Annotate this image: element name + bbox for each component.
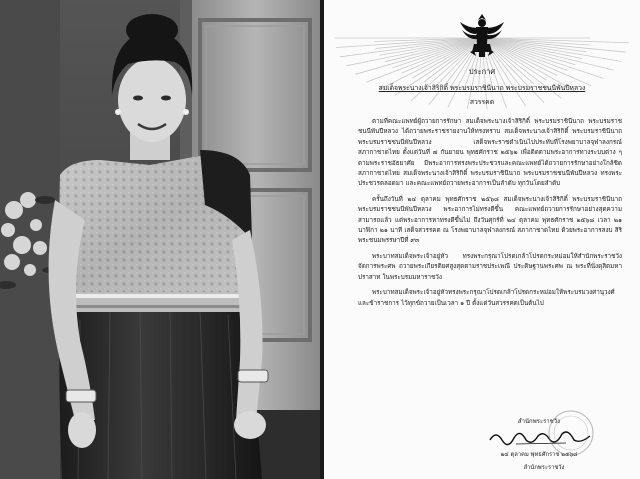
announcement-document — [324, 0, 640, 479]
paragraph-2: ครั้นถึงวันที่ ๒๔ ตุลาคม พุทธศักราช ๒๕๖๘ สมเด็จพระนางเจ้าสิริกิติ์ พระบรมราชินีนาถ พระบรมราชชนนีพันปีหลวง พระอาการไม่ทรงดีขึ้น คณะแพทย์ถวายการรักษาอย่างสุดความสามารถแล้ว แต่พระอาการหาทรงดีขึ้นไม่ ถึงวันศุกร์ที่ ๒๔ ตุลาคม พุทธศักราช ๒๕๖๘ เวลา ๒๑ นาฬิกา ๒๑ นาที เสด็จสวรรคต ณ โรงพยาบาลจุฬาลงกรณ์ สภากาชาดไทย ด้วยพระอาการสงบ สิริพระชนมพรรษาปีที่ ๙๓ — [358, 195, 622, 245]
signature-footer: สำนักพระราชวัง — [523, 465, 565, 471]
announcement-subtitle-2: สวรรคต — [469, 98, 495, 106]
announcement-body — [358, 117, 622, 309]
announcement-subtitle: สมเด็จพระนางเจ้าสิริกิติ์ พระบรมราชินีนาถ พระบรมราชชนนีพันปีหลวง — [378, 84, 586, 92]
paragraph-1: ตามที่คณะแพทย์ผู้ถวายการรักษา สมเด็จพระนางเจ้าสิริกิติ์ พระบรมราชินีนาถ พระบรมราชชนนีพันปีหลวง ได้ถวายพระราชรายงานให้ทรงทราบ สมเด็จพระนางเจ้าสิริกิติ์ พระบรมราชินีนาถ พระบรมราชชนนีพันปีหลวง เสด็จพระราชดำเนินไปประทับที่โรงพยาบาลจุฬาลงกรณ์ สภากาชาดไทย ตั้งแต่วันที่ ๗ กันยายน พุทธศักราช ๒๕๖๒ เพื่อติดตามพระอาการทางระบบต่าง ๆ ตามพระราชอัธยาศัย มีพระอาการทรงพระประชวรและคณะแพทย์ได้ถวายการรักษาอย่างใกล้ชิด สภากาชาดไทย สมเด็จพระนางเจ้าสิริกิติ์ พระบรมราชินีนาถ พระบรมราชชนนีพันปีหลวง ทรงพระประชวรตลอดมา และคณะแพทย์ถวายพระอาการเป็นลำดับ ทุกวันโดยลำดับ — [358, 118, 622, 188]
garuda-emblem-icon — [456, 8, 508, 60]
announcement-title: ประกาศ — [468, 67, 496, 76]
signature-org: สำนักพระราชวัง — [517, 418, 561, 425]
official-seal-icon — [546, 408, 596, 458]
paragraph-3: พระบาทสมเด็จพระเจ้าอยู่หัว ทรงพระกรุณาโปรดเกล้าโปรดกระหม่อมให้สำนักพระราชวัง จัดการพระศพ ถวายพระเกียรติยศสูงสุดตามราชประเพณี ประดิษฐานพระศพ ณ พระที่นั่งดุสิตมหาปราสาท ในพระบรมมหาราชวัง — [358, 252, 622, 281]
signature-date: ๒๔ ตุลาคม พุทธศักราช ๒๕๖๘ — [500, 452, 578, 458]
paragraph-4: พระบาทสมเด็จพระเจ้าอยู่หัวทรงพระกรุณาโปรดเกล้าโปรดกระหม่อมให้พระบรมวงศานุวงศ์ และข้าราชการ ไว้ทุกข์ถวายเป็นเวลา ๑ ปี ตั้งแต่วันสวรรคตเป็นต้นไป — [358, 289, 615, 307]
